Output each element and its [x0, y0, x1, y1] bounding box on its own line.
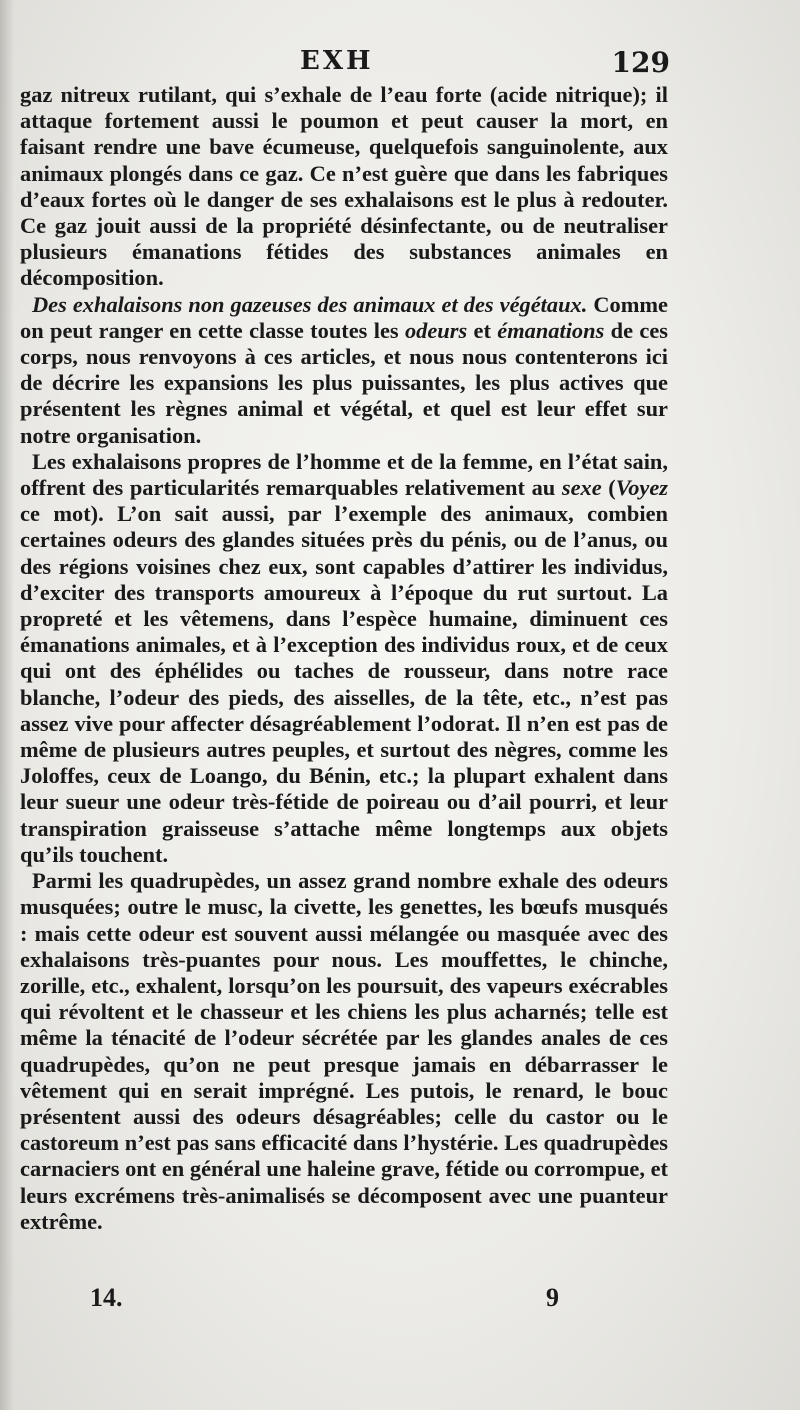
text-run: Comme on peut ranger en cette classe toutes les — [20, 291, 668, 343]
page-header — [0, 40, 800, 80]
italic-run: sexe — [561, 475, 602, 501]
paragraph — [20, 868, 668, 1235]
text-run: Les exhalaisons propres de l’homme et de la femme, en l’état sain, offrent des particularités remarquables relativement au — [20, 448, 668, 501]
text-run: et — [467, 317, 498, 343]
paragraph — [20, 82, 668, 292]
paragraph — [20, 449, 668, 868]
sheet-number: 9 — [546, 1283, 559, 1312]
signature-mark: 14. — [90, 1283, 123, 1312]
page-number: 129 — [611, 46, 670, 79]
body-text — [20, 82, 668, 1235]
text-run: de ces corps, nous renvoyons à ces articles, et nous nous contenterons ici de décrire les expansions les plus puissantes, les plus actives que présentent les règnes animal et végétal, et quel est leur effet sur notre organisation. — [20, 317, 669, 448]
text-run: gaz nitreux rutilant, qui s’exhale de l’eau forte (acide nitrique); il attaque fortement aussi le poumon et peut causer la mort, en faisant rendre une bave écumeuse, quelquefois sanguinolente, aux animaux plongés dans ce gaz. Ce n’est guère que dans les fabriques d’eaux fortes où le danger de ses exhalaisons est le plus à redouter. Ce gaz jouit aussi de la propriété désinfectante, ou de neutraliser plusieurs émanations fétides des substances animales en décomposition. — [20, 82, 668, 291]
italic-run: odeurs — [404, 317, 468, 343]
text-run: ce mot). L’on sait aussi, par l’exemple des animaux, combien certaines odeurs des glandes situées près du pénis, ou de l’anus, ou des régions voisines chez eux, sont capables d’attirer les individus, d’exciter des transports amoureux à l’époque du rut surtout. La propreté et les vêtemens, dans l’espèce humaine, diminuent ces émanations animales, et à l’exception des individus roux, et de ceux qui ont des éphélides ou taches de rousseur, dans notre race blanche, l’odeur des pieds, des aisselles, de la tête, etc., n’est pas assez vive pour affecter désagréablement l’odorat. Il n’en est pas de même de plusieurs autres peuples, et surtout des nègres, comme les Joloffes, ceux de Loango, du Bénin, etc.; la plupart exhalent dans leur sueur une odeur très-fétide de poireau ou d’ail pourri, et leur transpiration graisseuse s’attache même longtemps aux objets qu’ils touchent. — [20, 501, 668, 867]
paragraph — [20, 292, 668, 449]
page-footer — [0, 1283, 800, 1323]
text-run: Parmi les quadrupèdes, un assez grand nombre exhale des odeurs musquées; outre le musc, la civette, les genettes, les bœufs musqués : mais cette odeur est souvent aussi mélangée ou masquée avec des exhalaisons très-puantes pour nous. Les mouffettes, le chinche, zorille, etc., exhalent, lorsqu’on les poursuit, des vapeurs exécrables qui révoltent et le chasseur et les chiens les plus acharnés; telle est même la ténacité de l’odeur sécrétée par les glandes anales de ces quadrupèdes, qu’on ne peut presque jamais en débarrasser le vêtement qui en serait imprégné. Les putois, le renard, le bouc présentent aussi des odeurs désagréables; celle du castor ou le castoreum n’est pas sans efficacité dans l’hystérie. Les quadrupèdes carnaciers ont en général une haleine grave, fétide ou corrompue, et leurs excrémens très-animalisés se décomposent avec une puanteur extrême. — [20, 868, 668, 1234]
running-head: EXH — [300, 46, 374, 76]
text-run: ( — [601, 475, 616, 501]
italic-run: Des exhalaisons non gazeuses des animaux et des végétaux. — [32, 291, 588, 317]
italic-run: Voyez — [615, 475, 668, 501]
italic-run: émanations — [497, 317, 605, 343]
